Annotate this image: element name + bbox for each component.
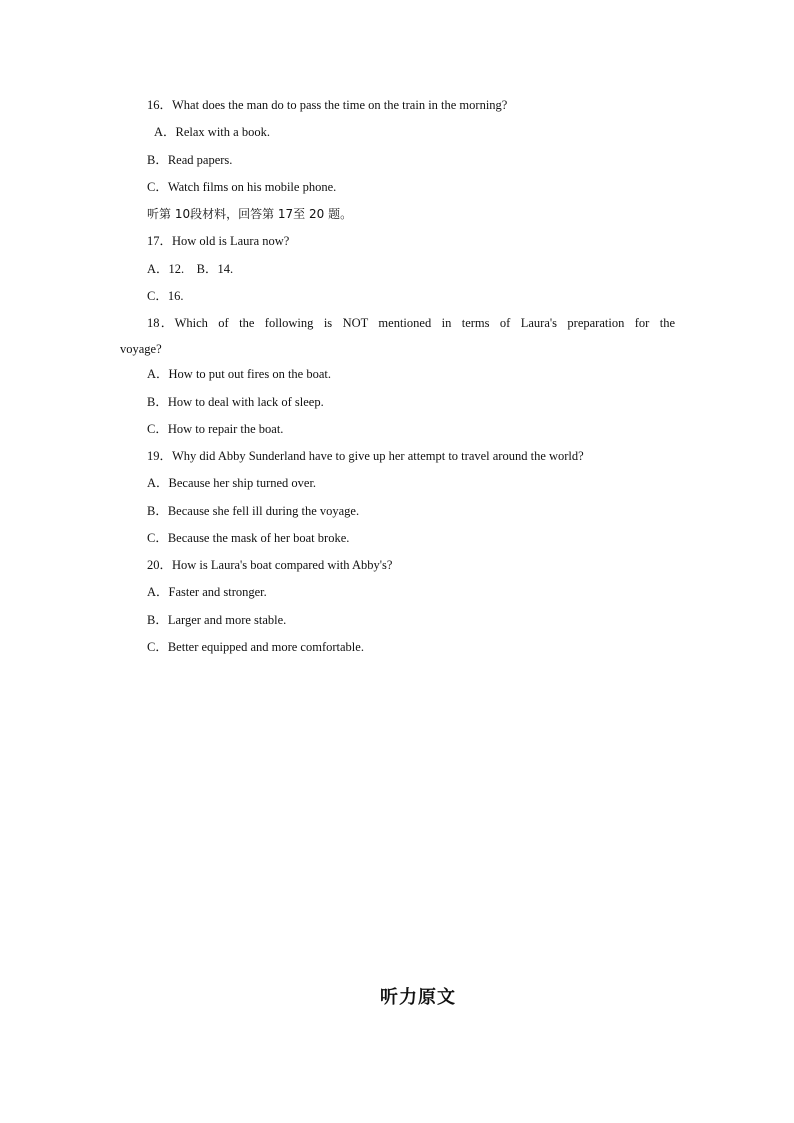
question-18-option-b: B．How to deal with lack of sleep.	[147, 395, 324, 409]
question-17-stem: 17．How old is Laura now?	[147, 234, 290, 248]
question-19-option-a: A．Because her ship turned over.	[147, 476, 317, 490]
question-16-option-b: B．Read papers.	[147, 153, 233, 167]
question-17-options-ab: A．12. B．14.	[147, 262, 234, 276]
question-20-option-c: C．Better equipped and more comfortable.	[147, 640, 364, 654]
listening-instruction: 听第 10段材料，回答第 17至 20 题。	[147, 207, 353, 221]
question-20-option-b: B．Larger and more stable.	[147, 613, 287, 627]
question-19-option-b: B．Because she fell ill during the voyage.	[147, 504, 360, 518]
question-20-option-a: A．Faster and stronger.	[147, 585, 267, 599]
question-16-stem: 16．What does the man do to pass the time on the train in the morning?	[147, 98, 508, 112]
section-title: 听力原文	[380, 987, 456, 1008]
question-18-stem-line1: 18．Which of the following is NOT mentioned in terms of Laura's preparation for the	[147, 316, 675, 330]
question-16-option-a: A．Relax with a book.	[154, 125, 270, 139]
question-18-stem-line2: voyage?	[120, 342, 162, 356]
question-18-option-c: C．How to repair the boat.	[147, 422, 284, 436]
question-16-option-c: C．Watch films on his mobile phone.	[147, 180, 337, 194]
question-18-option-a: A．How to put out fires on the boat.	[147, 367, 332, 381]
question-19-option-c: C．Because the mask of her boat broke.	[147, 531, 350, 545]
question-19-stem: 19．Why did Abby Sunderland have to give up her attempt to travel around the world?	[147, 449, 584, 463]
question-20-stem: 20．How is Laura's boat compared with Abby's?	[147, 558, 393, 572]
question-17-option-c: C．16.	[147, 289, 184, 303]
